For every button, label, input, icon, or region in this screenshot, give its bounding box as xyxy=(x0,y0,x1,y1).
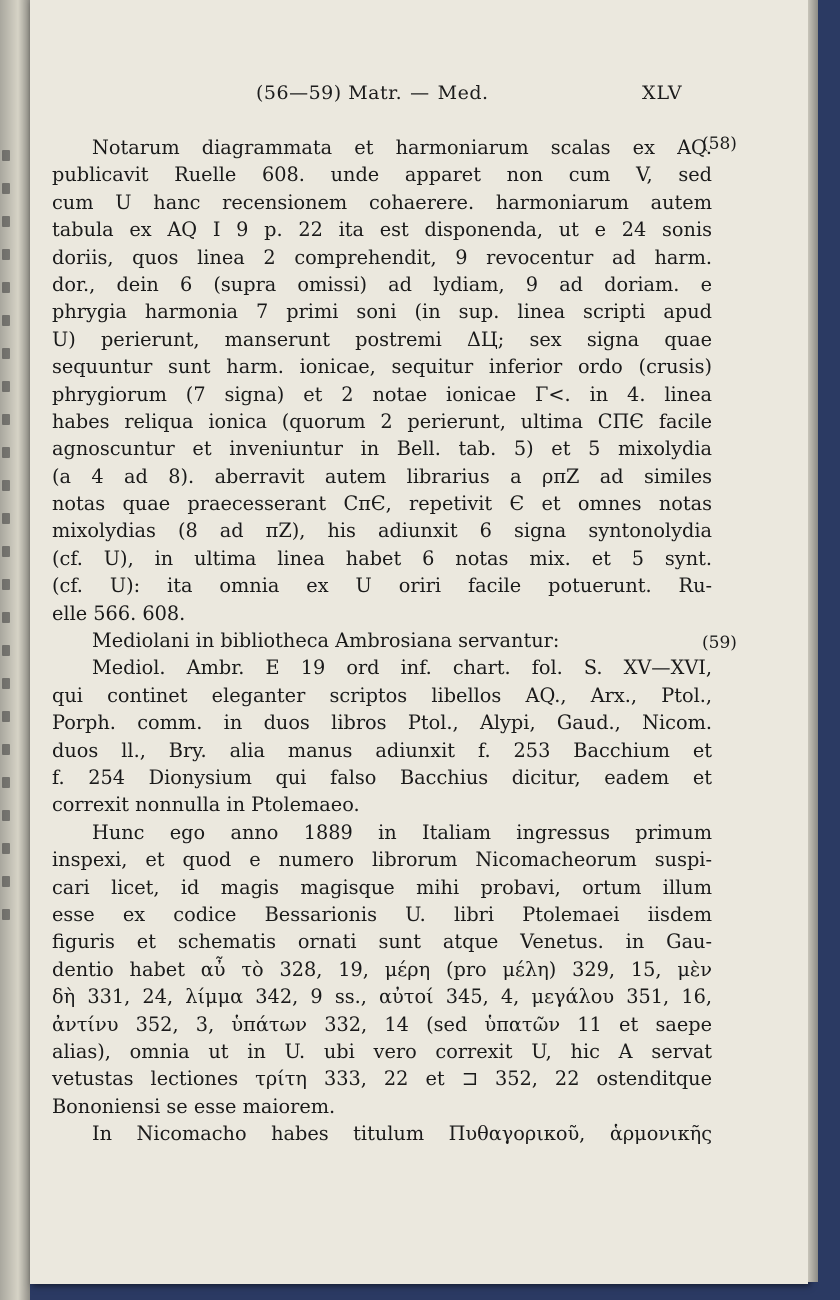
text-line: mixolydias (8 ad πZ), his adiunxit 6 signa syntonolydia xyxy=(52,519,712,543)
text-line: qui continet eleganter scriptos libellos AQ., Arx., Ptol., xyxy=(52,683,712,707)
text-line: vetustas lectiones τρίτη 333, 22 et ⊐ 352, 22 ostenditque xyxy=(52,1067,712,1091)
text-line: figuris et schematis ornati sunt atque Venetus. in Gau- xyxy=(52,930,712,954)
text-line: dor., dein 6 (supra omissi) ad lydiam, 9 ad doriam. e xyxy=(52,272,712,296)
text-line: esse ex codice Bessarionis U. libri Ptolemaei iisdem xyxy=(52,902,712,926)
margin-note-59: (59) xyxy=(702,633,737,653)
text-line: phrygia harmonia 7 primi soni (in sup. linea scripti apud xyxy=(52,300,712,324)
text-line: duos ll., Bry. alia manus adiunxit f. 253 Bacchium et xyxy=(52,738,712,762)
page-edge-shadow xyxy=(808,0,818,1282)
text-line: Notarum diagrammata et harmoniarum scalas ex AQ. xyxy=(92,136,712,159)
running-title-right: Med. xyxy=(437,82,489,104)
text-line: ἀντίνυ 352, 3, ὑπάτων 332, 14 (sed ὑπατῶν 11 et saepe xyxy=(52,1012,712,1036)
text-line: alias), omnia ut in U. ubi vero correxit U, hic A servat xyxy=(52,1039,712,1063)
text-line: elle 566. 608. xyxy=(52,601,186,625)
facing-page-edge xyxy=(0,0,30,1300)
page-number: XLV xyxy=(642,82,683,104)
text-line: f. 254 Dionysium qui falso Bacchius dicitur, eadem et xyxy=(52,765,712,789)
text-line: dentio habet αὖ τὸ 328, 19, μέρη (pro μέλη) 329, 15, μὲν xyxy=(52,957,712,981)
text-line: doriis, quos linea 2 comprehendit, 9 revocentur ad harm. xyxy=(52,245,712,269)
text-line: inspexi, et quod e numero librorum Nicomacheorum suspi- xyxy=(52,848,712,872)
text-line: Bononiensi se esse maiorem. xyxy=(52,1094,336,1118)
margin-note-58: (58) xyxy=(702,134,737,154)
text-line: notas quae praecesserant CπЄ, repetivit Є et omnes notas xyxy=(52,492,712,516)
text-line: Mediolani in bibliotheca Ambrosiana servantur: xyxy=(92,629,560,653)
text-line: (cf. U): ita omnia ex U oriri facile potuerunt. Ru- xyxy=(52,574,712,598)
text-line: sequuntur sunt harm. ionicae, sequitur inferior ordo (crusis) xyxy=(52,355,712,379)
text-line: phrygiorum (7 signa) et 2 notae ionicae Γ<. in 4. linea xyxy=(52,382,712,406)
text-line: Mediol. Ambr. E 19 ord inf. chart. fol. S. XV—XVI, xyxy=(92,656,712,680)
text-line: cum U hanc recensionem cohaerere. harmoniarum autem xyxy=(52,190,712,214)
text-line: publicavit Ruelle 608. unde apparet non cum V, sed xyxy=(52,163,712,187)
text-line: In Nicomacho habes titulum Πυθαγορικοῦ, ἁρμονικῆς xyxy=(92,1122,712,1146)
text-line: Hunc ego anno 1889 in Italiam ingressus primum xyxy=(92,820,712,844)
text-line: correxit nonnulla in Ptolemaeo. xyxy=(52,793,360,817)
facing-page-text-fragments xyxy=(2,150,16,1050)
text-line: Porph. comm. in duos libros Ptol., Alypi, Gaud., Nicom. xyxy=(52,711,712,735)
running-title-dash: — xyxy=(410,82,430,104)
text-line: cari licet, id magis magisque mihi probavi, ortum illum xyxy=(52,875,712,899)
text-line: (cf. U), in ultima linea habet 6 notas mix. et 5 synt. xyxy=(52,546,712,570)
running-header xyxy=(30,82,808,108)
text-line: tabula ex AQ I 9 p. 22 ita est disponenda, ut e 24 sonis xyxy=(52,218,712,242)
text-line: habes reliqua ionica (quorum 2 perierunt, ultima CΠЄ facile xyxy=(52,409,712,433)
text-line: U) perierunt, manserunt postremi ΔЦ; sex signa quae xyxy=(52,327,712,351)
running-title-left: (56—59) Matr. xyxy=(256,82,403,104)
book-page xyxy=(30,0,808,1284)
body-text xyxy=(52,134,712,1147)
running-title xyxy=(256,82,489,104)
text-line: (a 4 ad 8). aberravit autem librarius a ρπZ ad similes xyxy=(52,464,712,488)
text-line: δὴ 331, 24, λίμμα 342, 9 ss., αὐτοί 345, 4, μεγάλου 351, 16, xyxy=(52,985,712,1009)
text-line: agnoscuntur et inveniuntur in Bell. tab. 5) et 5 mixolydia xyxy=(52,437,712,461)
